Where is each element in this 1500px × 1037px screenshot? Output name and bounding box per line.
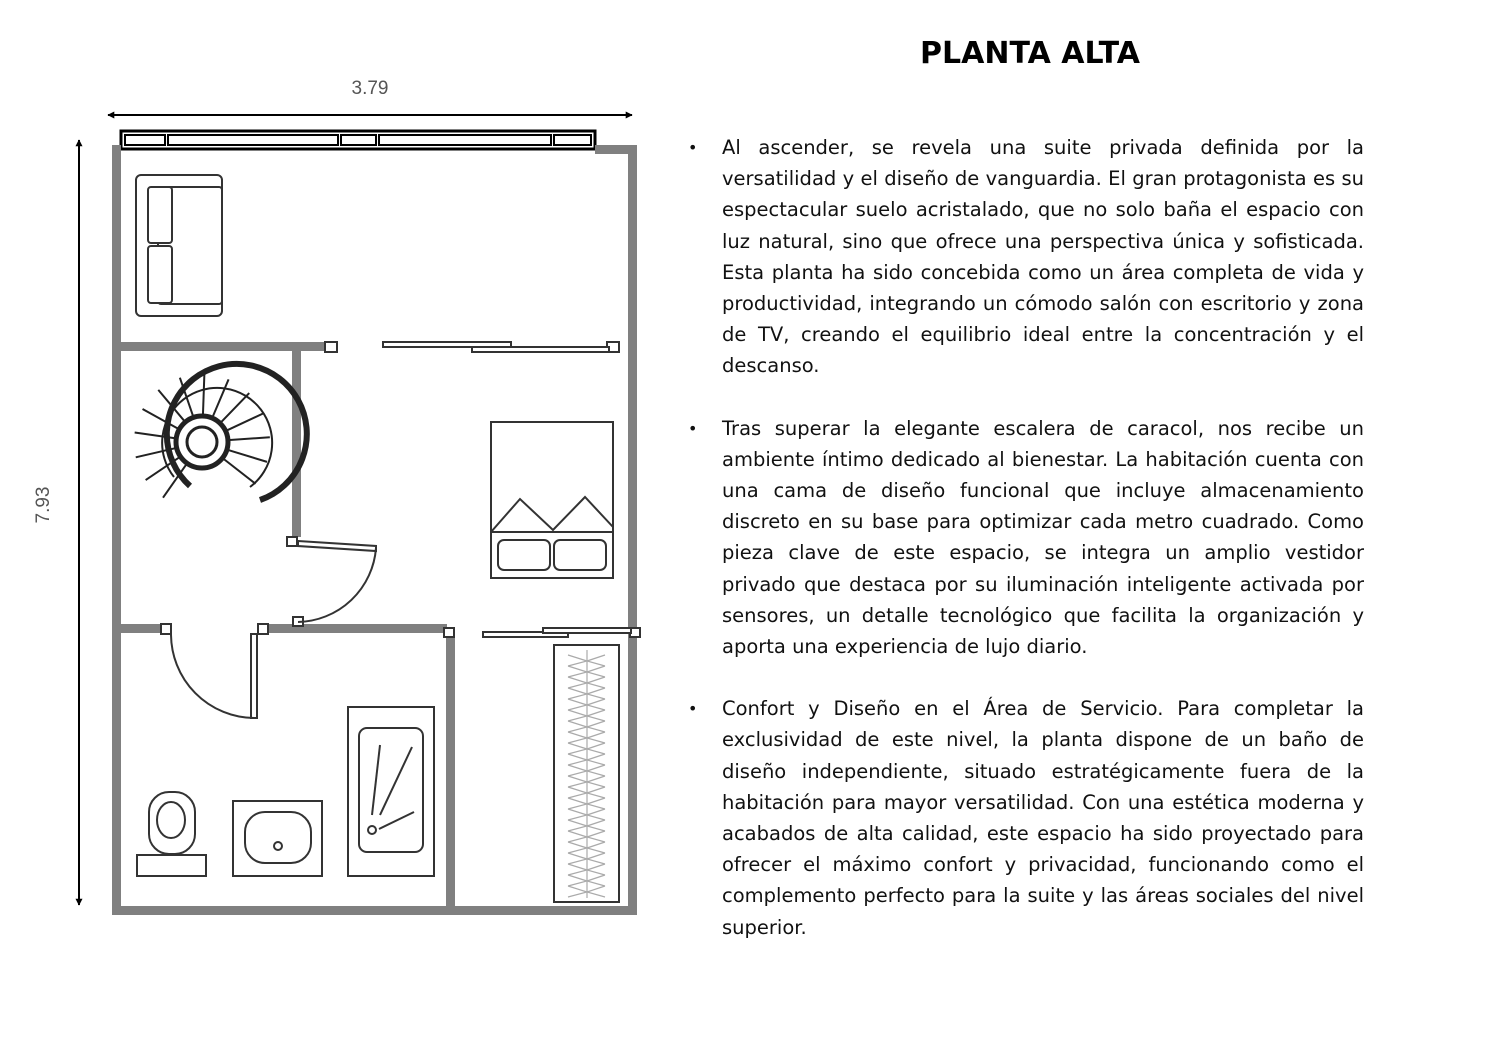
description-item — [688, 413, 1364, 663]
description-text: Confort y Diseño en el Área de Servicio. Para completar la exclusividad de este nivel, la planta dispone de un baño de diseño independiente, situado estratégicamente fuera de la habitación para mayor versatilidad. Con una estética moderna y acabados de alta calidad, este espacio ha sido proyectado para ofrecer el máximo confort y privacidad, funcionando como el complemento perfecto para la suite y las áreas sociales del nivel superior. — [722, 697, 1364, 939]
description-item — [688, 132, 1364, 382]
stair-step — [203, 374, 204, 414]
description-list — [688, 132, 1364, 974]
bullet-icon: • — [688, 138, 698, 157]
stair-step — [224, 459, 256, 484]
bed-icon — [491, 422, 613, 578]
shower-icon — [348, 707, 434, 876]
stair-step — [221, 393, 249, 422]
swing-door-bath — [171, 634, 257, 718]
swing-door-hall — [298, 541, 376, 622]
height-label: 7.93 — [33, 486, 54, 524]
top-window — [121, 131, 595, 149]
stair-step — [229, 450, 267, 462]
wardrobe-icon — [554, 645, 619, 902]
stair-step — [230, 437, 270, 440]
bullet-icon: • — [688, 418, 698, 438]
bullet-icon: • — [688, 699, 698, 719]
sink-icon — [233, 801, 322, 876]
description-text: Tras superar la elegante escalera de caracol, nos recibe un ambiente íntimo dedicado al bienestar. La habitación cuenta con una cama de diseño funcional que incluye almacenamiento discreto en su base para optimizar cada metro cuadrado. Como pieza clave de este espacio, se integra un amplio vestidor privado que destaca por su iluminación inteligente activada por sensores, un detalle tecnológico que facilita la organización y aporta una experiencia de lujo diario. — [722, 416, 1364, 659]
height-dimension — [33, 140, 79, 905]
sofa-icon — [136, 175, 222, 316]
stair-step — [213, 379, 229, 416]
description-item — [688, 693, 1364, 943]
width-dimension — [108, 78, 632, 115]
toilet-icon — [137, 792, 206, 876]
stair-step — [227, 413, 263, 430]
spiral-staircase-icon — [135, 364, 307, 500]
floor-plan — [0, 0, 680, 1037]
width-label: 3.79 — [351, 78, 389, 99]
description-text: Al ascender, se revela una suite privada definida por la versatilidad y el diseño de vanguardia. El gran protagonista es su espectacular suelo acristalado, que no solo baña el espacio con luz natural, sino que ofrece una perspectiva única y sofisticada. Esta planta ha sido concebida como un área completa de vida y productividad, integrando un cómodo salón con escritorio y zona de TV, creando el equilibrio ideal entre la concentración y el descanso. — [722, 136, 1364, 378]
page-title: PLANTA ALTA — [920, 36, 1140, 71]
